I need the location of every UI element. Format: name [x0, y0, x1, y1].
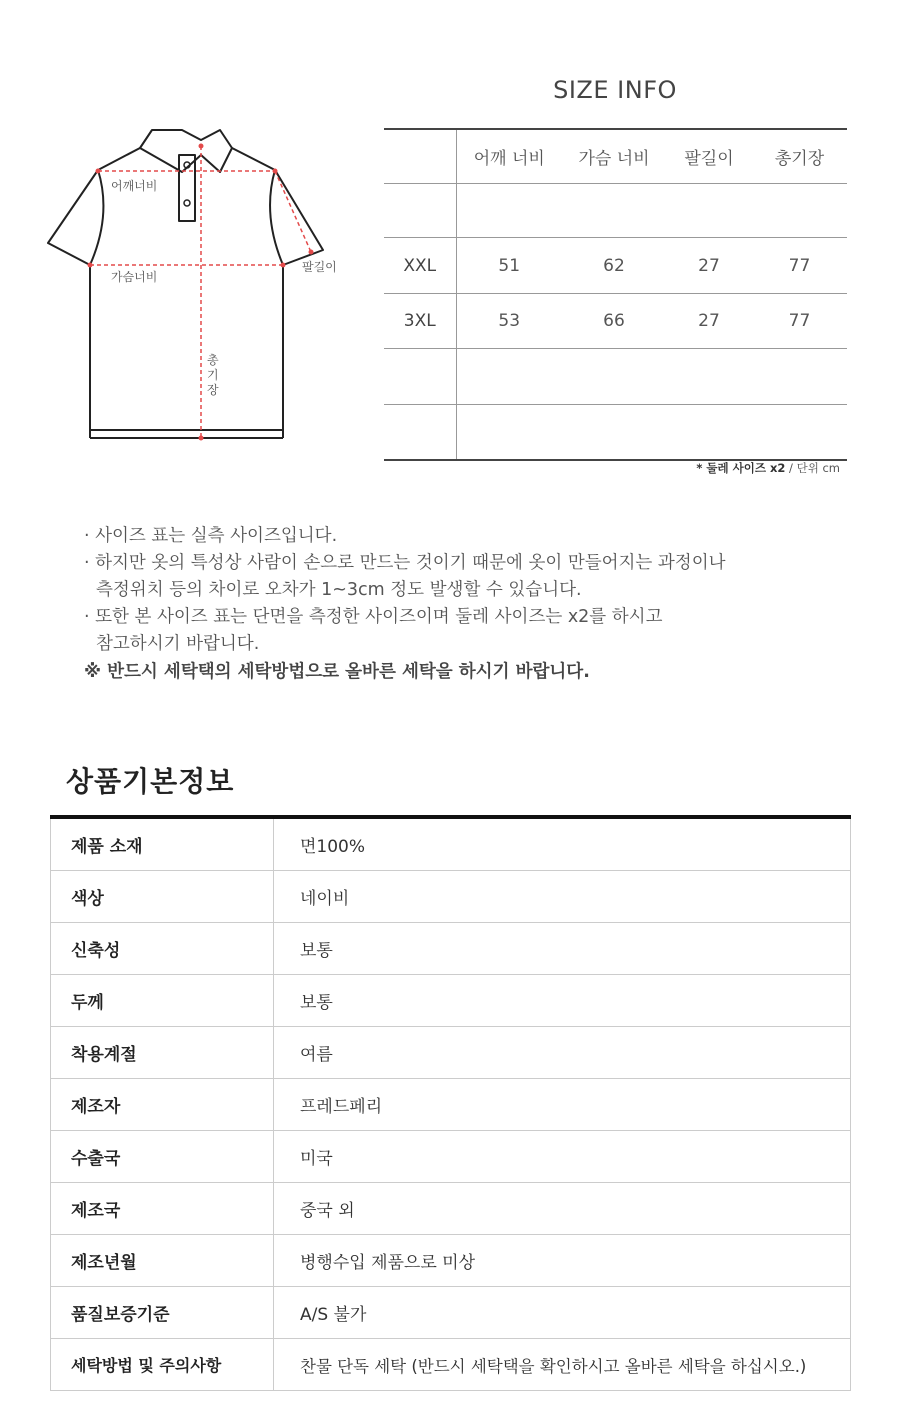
size-cell: [666, 184, 752, 238]
size-cell: 77: [752, 238, 847, 294]
size-header-blank: [384, 129, 456, 184]
info-key: 품질보증기준: [51, 1287, 274, 1339]
note-line: 참고하시기 바랍니다.: [96, 634, 260, 654]
info-key: 제조자: [51, 1079, 274, 1131]
placket: [179, 155, 195, 221]
size-cell: [456, 405, 562, 461]
note-line: · 또한 본 사이즈 표는 단면을 측정한 사이즈이며 둘레 사이즈는 x2를 하시고: [84, 607, 663, 627]
info-key: 신축성: [51, 923, 274, 975]
info-key: 세탁방법 및 주의사항: [51, 1339, 274, 1391]
info-row: [51, 1235, 851, 1287]
size-cell: 51: [456, 238, 562, 294]
info-row: [51, 1287, 851, 1339]
info-key: 착용계절: [51, 1027, 274, 1079]
size-header-shoulder: 어깨 너비: [456, 129, 562, 184]
size-row-3xl: [384, 294, 847, 349]
size-cell: [562, 184, 666, 238]
size-cell: [562, 349, 666, 405]
size-label: [384, 405, 456, 461]
size-row-xxl: [384, 238, 847, 294]
size-info-title: SIZE INFO: [553, 76, 677, 104]
info-key: 제조년월: [51, 1235, 274, 1287]
length-label-3: 장: [207, 383, 219, 397]
size-header-chest: 가슴 너비: [562, 129, 666, 184]
info-row: [51, 817, 851, 871]
size-cell: [456, 184, 562, 238]
sleeve-label: 팔길이: [302, 260, 337, 274]
size-cell: [752, 349, 847, 405]
size-cell: 62: [562, 238, 666, 294]
info-value: 면100%: [274, 817, 851, 871]
info-row: [51, 923, 851, 975]
info-row: [51, 1183, 851, 1235]
size-row: [384, 184, 847, 238]
info-value: 찬물 단독 세탁 (반드시 세탁택을 확인하시고 올바른 세탁을 하십시오.): [274, 1339, 851, 1391]
note-line: · 하지만 옷의 특성상 사람이 손으로 만드는 것이기 때문에 옷이 만들어지는 과정이나: [84, 553, 726, 573]
info-key: 수출국: [51, 1131, 274, 1183]
size-cell: 27: [666, 238, 752, 294]
sleeve-line: [275, 171, 311, 252]
info-row: [51, 1027, 851, 1079]
size-row: [384, 349, 847, 405]
note-line: · 사이즈 표는 실측 사이즈입니다.: [84, 526, 338, 546]
size-row: [384, 405, 847, 461]
size-table-header: [384, 129, 847, 184]
size-cell: [752, 405, 847, 461]
info-row: [51, 871, 851, 923]
info-row: [51, 1131, 851, 1183]
info-row: [51, 975, 851, 1027]
shirt-size-diagram: [40, 120, 360, 450]
size-label: 3XL: [384, 294, 456, 349]
info-value: 보통: [274, 923, 851, 975]
product-info-title: 상품기본정보: [66, 765, 235, 798]
length-label-1: 총: [207, 353, 219, 367]
size-cell: [456, 349, 562, 405]
size-notes: [84, 523, 844, 686]
collar: [140, 130, 232, 172]
size-label: XXL: [384, 238, 456, 294]
info-value: 미국: [274, 1131, 851, 1183]
info-key: 색상: [51, 871, 274, 923]
size-cell: [752, 184, 847, 238]
size-note-bold: * 둘레 사이즈 x2: [696, 461, 786, 475]
size-note-unit: / 단위 cm: [785, 461, 840, 475]
shoulder-label: 어깨너비: [111, 179, 158, 193]
left-sleeve-seam: [90, 170, 103, 265]
size-header-sleeve: 팔길이: [666, 129, 752, 184]
size-cell: [562, 405, 666, 461]
size-label: [384, 349, 456, 405]
info-value: 네이비: [274, 871, 851, 923]
info-value: 프레드페리: [274, 1079, 851, 1131]
info-row: [51, 1339, 851, 1391]
length-label-2: 기: [207, 368, 219, 382]
info-value: 보통: [274, 975, 851, 1027]
info-row: [51, 1079, 851, 1131]
info-value: A/S 불가: [274, 1287, 851, 1339]
size-header-length: 총기장: [752, 129, 847, 184]
info-key: 두께: [51, 975, 274, 1027]
info-value: 병행수입 제품으로 미상: [274, 1235, 851, 1287]
size-cell: [666, 349, 752, 405]
info-key: 제품 소재: [51, 817, 274, 871]
chest-label: 가슴너비: [111, 270, 158, 284]
size-cell: 66: [562, 294, 666, 349]
info-key: 제조국: [51, 1183, 274, 1235]
size-cell: 77: [752, 294, 847, 349]
product-info-table: [50, 815, 851, 1391]
wash-warning: ※ 반드시 세탁택의 세탁방법으로 올바른 세탁을 하시기 바랍니다.: [84, 662, 590, 682]
size-cell: [666, 405, 752, 461]
note-line: 측정위치 등의 차이로 오차가 1~3cm 정도 발생할 수 있습니다.: [96, 580, 582, 600]
size-cell: 53: [456, 294, 562, 349]
size-label: [384, 184, 456, 238]
info-value: 여름: [274, 1027, 851, 1079]
info-value: 중국 외: [274, 1183, 851, 1235]
size-cell: 27: [666, 294, 752, 349]
shirt-outline: [48, 148, 323, 430]
size-table: [384, 128, 847, 461]
size-unit-note: [696, 460, 840, 476]
